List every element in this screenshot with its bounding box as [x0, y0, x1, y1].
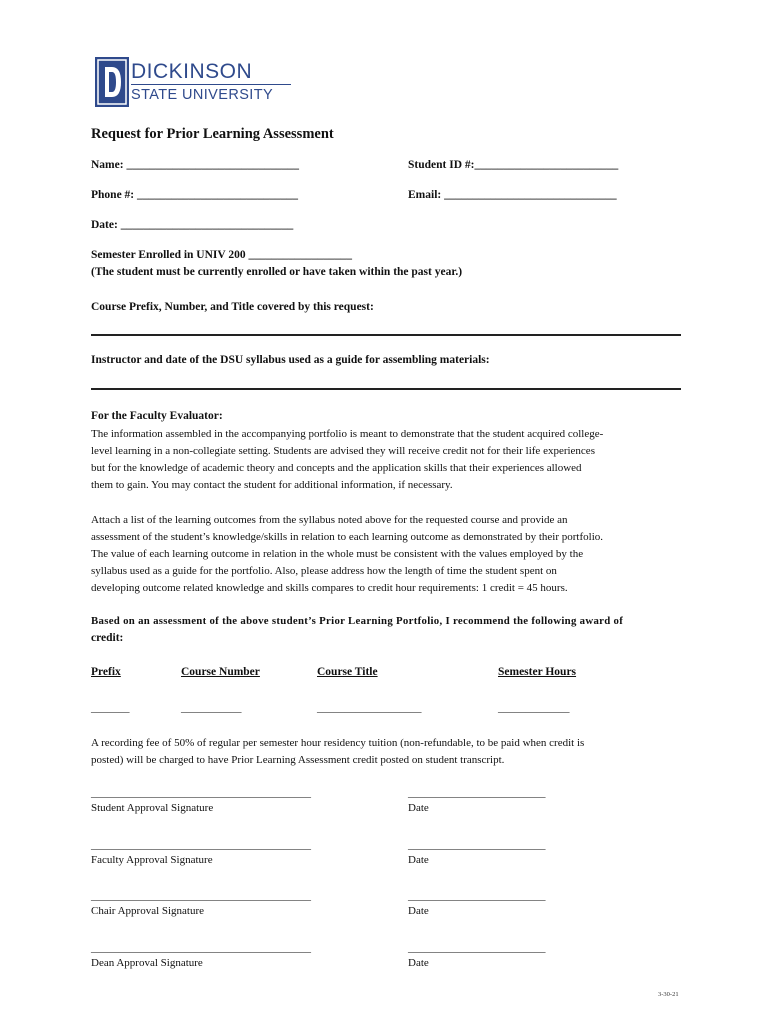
paragraph-line: level learning in a non-collegiate setting. Students are advised they will receive credit not for their life experiences [91, 445, 595, 457]
header-prefix: Prefix [91, 666, 121, 678]
chair-signature-label: Chair Approval Signature [91, 905, 205, 917]
prefix-input[interactable]: _______ [91, 702, 130, 714]
email-field[interactable]: Email: ______________________________ [408, 189, 617, 201]
dean-signature-line[interactable]: ________________________________________ [91, 942, 311, 954]
paragraph-line: developing outcome related knowledge and skills compares to credit hour requirements: 1 credit = 45 hours. [91, 582, 568, 594]
name-field[interactable]: Name: ______________________________ [91, 159, 299, 171]
course-number-input[interactable]: ___________ [181, 702, 242, 714]
paragraph-line: The information assembled in the accompanying portfolio is meant to demonstrate that the student acquired college- [91, 428, 604, 440]
dean-signature-label: Dean Approval Signature [91, 957, 203, 969]
revision-date: 3-30-21 [658, 991, 679, 998]
logo-line1: DICKINSON [131, 60, 253, 83]
faculty-signature-line[interactable]: ________________________________________ [91, 839, 311, 851]
page-title: Request for Prior Learning Assessment [91, 126, 334, 142]
instructor-label: Instructor and date of the DSU syllabus used as a guide for assembling materials: [91, 354, 490, 366]
dean-date-line[interactable]: _________________________ [408, 942, 546, 954]
logo-line2: STATE UNIVERSITY [131, 87, 274, 103]
dsu-logo [95, 57, 305, 109]
chair-signature-line[interactable]: ________________________________________ [91, 890, 311, 902]
faculty-date-line[interactable]: _________________________ [408, 839, 546, 851]
header-semester-hours: Semester Hours [498, 666, 577, 678]
course-label: Course Prefix, Number, and Title covered by this request: [91, 301, 374, 313]
student-signature-label: Student Approval Signature [91, 802, 214, 814]
paragraph-line: Attach a list of the learning outcomes from the syllabus noted above for the requested course and provide an [91, 514, 568, 526]
paragraph-line: them to gain. You may contact the student for additional information, if necessary. [91, 479, 453, 491]
date-field[interactable]: Date: ______________________________ [91, 219, 294, 231]
date-label: Date [408, 854, 429, 866]
date-label: Date [408, 957, 429, 969]
fee-line-2: posted) will be charged to have Prior Learning Assessment credit posted on student transcript. [91, 754, 505, 766]
semester-hours-input[interactable]: _____________ [498, 702, 570, 714]
paragraph-line: assessment of the student’s knowledge/skills in relation to each learning outcome as demonstrated by their portfolio. [91, 531, 603, 543]
semester-note: (The student must be currently enrolled or have taken within the past year.) [91, 266, 463, 278]
course-title-input[interactable]: ___________________ [317, 702, 422, 714]
paragraph-line: The value of each learning outcome in relation in the whole must be consistent with the values employed by the [91, 548, 584, 560]
paragraph-line: syllabus used as a guide for the portfolio. Also, please address how the length of time the student spent on [91, 565, 557, 577]
phone-field[interactable]: Phone #: ____________________________ [91, 189, 298, 201]
recommend-line-1: Based on an assessment of the above student’s Prior Learning Portfolio, I recommend the following award of [91, 615, 624, 627]
student-id-field[interactable]: Student ID #:_________________________ [408, 159, 619, 171]
fee-note [91, 735, 691, 769]
semester-field[interactable]: Semester Enrolled in UNIV 200 __________________ [91, 249, 352, 261]
date-label: Date [408, 905, 429, 917]
recommend-line-2: credit: [91, 632, 124, 644]
evaluator-heading: For the Faculty Evaluator: [91, 410, 223, 422]
instructor-input-line[interactable] [91, 388, 681, 390]
student-signature-line[interactable]: ________________________________________ [91, 787, 311, 799]
student-date-line[interactable]: _________________________ [408, 787, 546, 799]
logo-divider [131, 84, 291, 85]
header-course-title: Course Title [317, 666, 378, 678]
dsu-d-icon [95, 57, 129, 107]
date-label: Date [408, 802, 429, 814]
header-course-number: Course Number [181, 666, 260, 678]
course-input-line[interactable] [91, 334, 681, 336]
paragraph-line: but for the knowledge of academic theory and concepts and the application skills that their experiences allowed [91, 462, 582, 474]
chair-date-line[interactable]: _________________________ [408, 890, 546, 902]
evaluator-paragraph-2 [91, 512, 691, 597]
faculty-signature-label: Faculty Approval Signature [91, 854, 213, 866]
fee-line-1: A recording fee of 50% of regular per semester hour residency tuition (non-refundable, to be paid when credit is [91, 737, 585, 749]
evaluator-paragraph-1 [91, 426, 691, 494]
